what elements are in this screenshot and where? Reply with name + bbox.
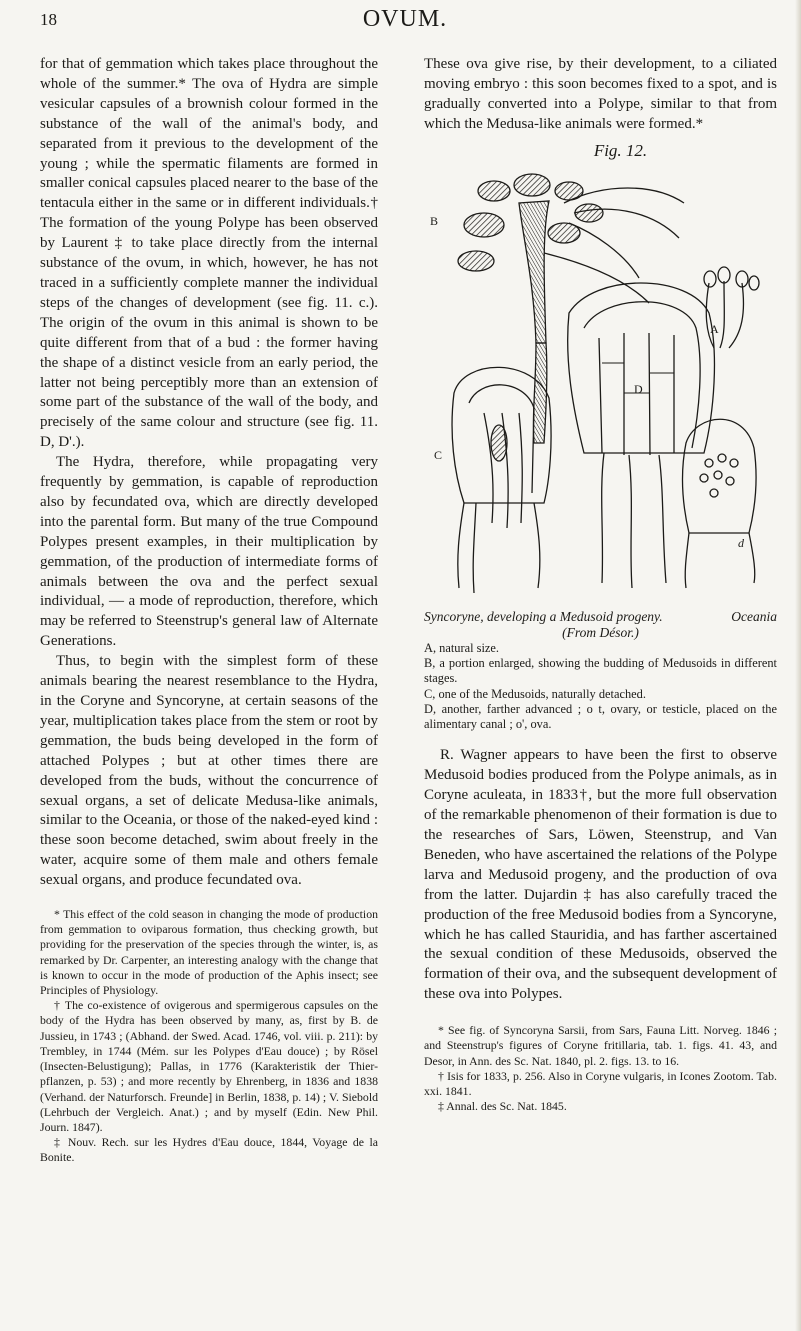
right-body-text bbox=[424, 746, 777, 1005]
syncoryne-illustration bbox=[424, 163, 777, 603]
figure-label: Fig. 12. bbox=[593, 140, 648, 160]
caption-tag: Oceania bbox=[731, 608, 777, 624]
caption-credit: (From Désor.) bbox=[562, 624, 639, 640]
left-footnotes bbox=[40, 907, 378, 1165]
legend-c: C, one of the Medusoids, naturally detached. bbox=[424, 686, 646, 701]
caption-title: Syncoryne, developing a Medusoid progeny. bbox=[424, 608, 663, 624]
footnote-cold-season: * This effect of the cold season in changing the mode of production from gemmation to oviparous formation, thus checking growth, but providing for the preservation of the species through the winter, is, as remarked by Dr. Carpenter, an interesting analogy with the change that is known to occur in the mode of production of the Aphis insect; see Principles of Physiology. bbox=[40, 907, 378, 998]
figure-letter-c: C bbox=[434, 447, 443, 462]
left-body-text bbox=[40, 55, 378, 891]
figure-caption bbox=[424, 609, 777, 733]
paragraph-gemmation: for that of gemmation which takes place throughout the whole of the summer.* The ova of Hydra are simple vesicular capsules of a brownish colour formed in the substance of the wall of the animal's body, and separated from it previous to the development of the young ; while the spermatic filaments are formed in smaller conical capsules placed nearer to the base of the tentacula either in the same or in different individuals.† The formation of the young Polype has been observed by Laurent ‡ to take place directly from the internal substance of the ovum, in which, however, he has not traced in a sufficiently complete manner the individual steps of the changes of development (see fig. 11. c.). The origin of the ovum in this animal is shown to be quite different from that of a bud : the former having the shape of a distinct vesicle from an early period, the latter not being perceptibly more than an extension of some part of the substance of the wall of the body, and precisely of the same colour and structure (see fig. 11. D, D'.). bbox=[40, 56, 378, 451]
footnote-isis: † Isis for 1833, p. 256. Also in Coryne vulgaris, in Icones Zootom. Tab. xxi. 1841. bbox=[424, 1068, 777, 1098]
running-head: OVUM. bbox=[362, 6, 448, 32]
figure-letter-d-small: d bbox=[738, 535, 744, 550]
paragraph-hydra-reproduction: The Hydra, therefore, while propagating very frequently by gemmation, is capable of reproduction also by fecundated ova, which are directly developed into the parental form. But many of the true Compound Polypes present examples, in their multiplication by gemmation, of the production of intermediate forms of animals between the ova and the perfect sexual individual, — a mode of reproduction, therefore, which may be referred to Steenstrup's general law of Alternate Generations. bbox=[40, 454, 378, 650]
page-header bbox=[40, 6, 770, 34]
caption-title-row bbox=[424, 609, 777, 625]
figure-letter-b: B bbox=[430, 213, 439, 228]
paragraph-ova-development: These ova give rise, by their development, to a ciliated moving embryo : this soon becomes fixed to a spot, and is gradually converted into a Polype, similar to that from which the Medusa-like animals were formed.* bbox=[424, 56, 777, 132]
page-number: 18 bbox=[40, 10, 57, 29]
figure-letter-a: A bbox=[710, 321, 719, 336]
legend-d: D, another, farther advanced ; o t, ovary, or testicle, placed on the alimentary canal ; o', ova. bbox=[424, 701, 777, 732]
figure-letter-d: D bbox=[634, 381, 643, 396]
footnote-syncoryna: * See fig. of Syncoryna Sarsii, from Sars, Fauna Litt. Norveg. 1846 ; and Steenstrup's figures of Coryne fritillaria, tab. 1. figs. 41. 43, and Desor, in Ann. des Sc. Nat. 1840, pl. 2. figs. 13. to 16. bbox=[424, 1023, 777, 1068]
left-column bbox=[40, 55, 378, 1166]
figure-b-enlarged bbox=[452, 174, 759, 593]
legend-b: B, a portion enlarged, showing the budding of Medusoids in different stages. bbox=[424, 655, 777, 686]
page-edge-shadow bbox=[795, 0, 801, 1331]
footnote-nouv-rech: ‡ Nouv. Rech. sur les Hydres d'Eau douce, 1844, Voyage de la Bonite. bbox=[40, 1135, 378, 1165]
legend-a: A, natural size. bbox=[424, 640, 500, 655]
footnote-annal: ‡ Annal. des Sc. Nat. 1845. bbox=[438, 1099, 567, 1114]
figure-syncoryne bbox=[424, 163, 777, 603]
right-intro bbox=[424, 55, 777, 135]
paragraph-wagner: R. Wagner appears to have been the first to observe Medusoid bodies produced from the Polype animals, as in Coryne aculeata, in 1833†, but the more full observation of the remarkable phenomenon of their formation is due to the researches of Sars, Löwen, Steenstrup, and Van Beneden, who have ascertained the relations of the Polype larva and Medusoid progeny, and the production of ova from the latter. Dujardin ‡ has also carefully traced the production of the free Medusoid bodies from a Syncoryne, which he has called Stauridia, and has farther ascertained the sexual condition of these Medusoids, observed the formation of their ova, and the subsequent development of these ova into Polypes. bbox=[424, 747, 777, 1003]
paragraph-coryne: Thus, to begin with the simplest form of these animals bearing the nearest resemblance to the Hydra, in the Coryne and Syncoryne, at certain seasons of the year, multiplication takes place from the stem or root by gemmation, the buds being developed in the form of attached Polypes ; but at other times there are developed from the buds, without the concurrence of sexual organs, a set of delicate Medusa-like animals, similar to the Oceania, or those of the naked-eyed kind : these soon become detached, swim about freely in the water, acquire some of them male and others female sexual organs, and produce fecundated ova. bbox=[40, 653, 378, 889]
right-footnotes bbox=[424, 1023, 777, 1114]
footnote-capsules: † The co-existence of ovigerous and spermigerous capsules on the body of the Hydra has been observed by many, as, first by B. de Jussieu, in 1743 ; (Abhand. der Swed. Acad. 1746, vol. viii. p. 211): by Trembley, in 1744 (Mém. sur les Polypes d'Eau douce) ; by Rösel (Insecten-Belustigung); Pallas, in 1776 (Karakteristik der Thier-pflanzen, p. 53) ; and more recently by Ehrenberg, in 1836 and 1838 (Verhand. der Naturforsch. Freunde] in Berlin, 1838, p. 14) ; V. Siebold (Lehrbuch der Vergleich. Anat.) ; and by myself (Edin. New Phil. Journ. 1847). bbox=[40, 998, 378, 1134]
figure-legend bbox=[424, 641, 777, 733]
right-column bbox=[424, 55, 777, 1114]
